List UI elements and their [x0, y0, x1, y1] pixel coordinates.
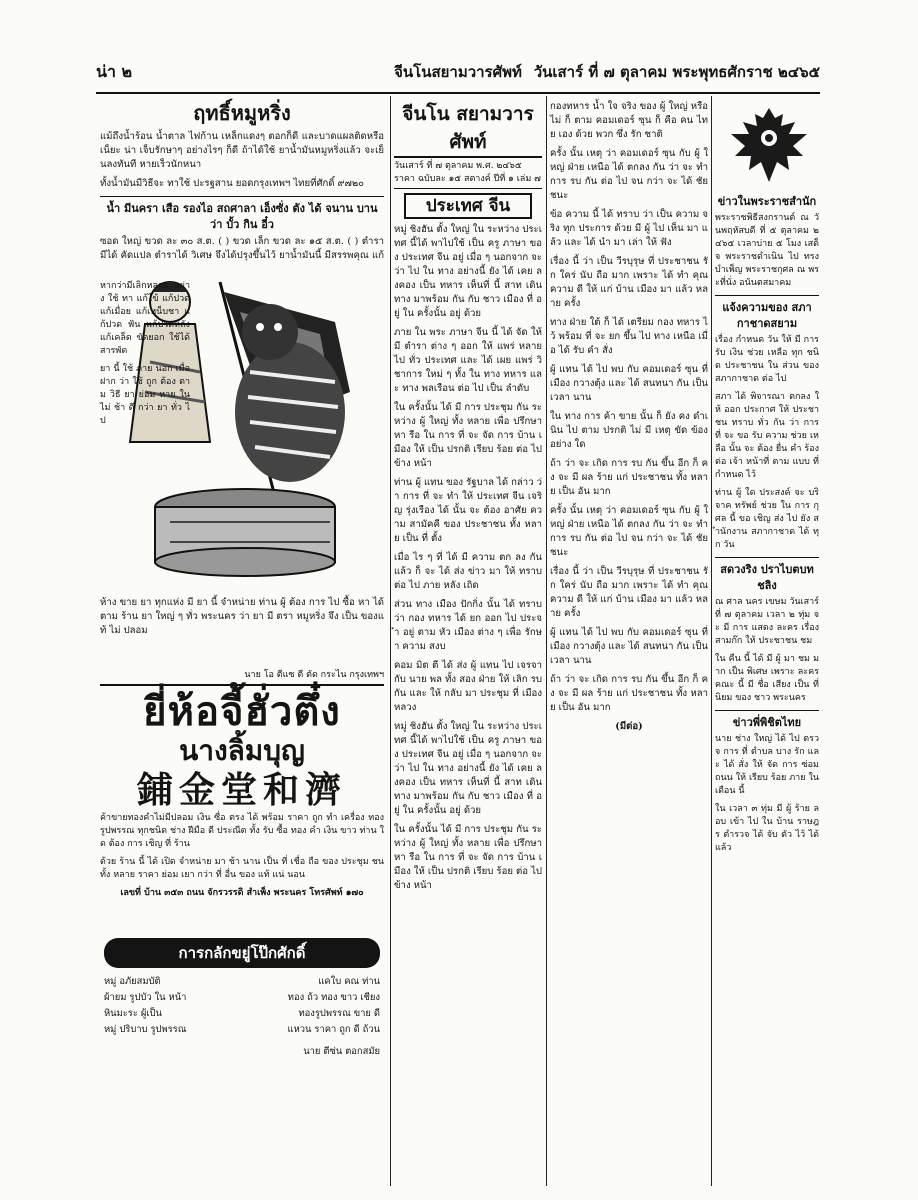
article-paragraph: ซอด ใหญ่ ขวด ละ ๓๐ ส.ต. ( ) ขวด เล็ก ขวด ละ ๑๕ ส.ต. ( ) ตำรา มีได้ คัดแปล ตำราได้ วิเศษ จึงได้ปรุงขึ้นไว้ ยาน้ำมันนี้ มีสรรพคุณ แก้ [100, 236, 384, 261]
banner-label: การกลักขยู่โป๊กศักดิ์ [104, 938, 380, 968]
article-caption: นาย โอ ตีแซ ตี ตัด กระไน กรุงเทพฯ [244, 670, 384, 680]
garuda-emblem-icon [727, 104, 811, 186]
divider [715, 710, 819, 711]
list-item: หมู่ อภัยสมบัติ แคใบ คณ ท่าน [104, 976, 380, 987]
article-paragraph: ใน ครั้งนั้น ได้ มี การ ประชุม กัน ระหว่าง ผู้ ใหญ่ ทั้ง หลาย เพื่อ ปรึกษา หา รือ ใน การ ที่ จะ จัด การ บ้าน เมือง ให้ เป็น ปรกติ เรียบ ร้อย ต่อ ไป ข้าง หน้า [394, 824, 542, 891]
article-caption-wrap [200, 662, 384, 678]
article-paragraph: ยา นี้ ใช้ ภาย นอก เมื่อ ฝาก ว่า ใช้ ถูก ต้อง ตาม วิธี ยา ย่อม หาย ใน ไม่ ช้า ดี กว่า ยา ทั่ว ไป [100, 364, 190, 426]
header-rule [96, 92, 820, 94]
article-paragraph: นาย ช่าง ใหญ่ ได้ ไป ตรวจ การ ที่ ตำบล บาง รัก และ ได้ สั่ง ให้ จัด การ ซ่อม ถนน ให้ เรียบ ร้อย ภาย ใน เดือน นี้ [715, 734, 819, 796]
article-moo-ring [100, 100, 384, 260]
column-divider-2 [546, 96, 547, 1186]
column-divider-3 [711, 96, 712, 1186]
paper-name: จีนโนสยามวารศัพท์ [394, 63, 522, 81]
article-paragraph: หากว่ามีเลิกหลาย อย่าง ใช้ ทา แก้ไข้ แก้ปวด แก้เมื่อย แก้เหน็บชา แก้ปวด ฟัน แก้ปวดหลัง แก้เคล็ด ขัดยอก ใช้ได้ สารพัด [100, 281, 190, 356]
column-divider-1 [390, 96, 391, 1186]
ad-chinese-name: 鋪金堂和濟 [136, 769, 347, 811]
article-paragraph: ส่วน ทาง เมือง ปักกิ่ง นั้น ได้ ทราบ ว่า กอง ทหาร ได้ ยก ออก ไป ประจำ อยู่ ตาม หัว เมือง ต่าง ๆ เพื่อ รักษา ความ สงบ [394, 599, 542, 652]
article-paragraph: ท่าน ผู้ ใด ประสงค์ จะ บริจาค ทรัพย์ ช่วย ใน การ กุศล นี้ ขอ เชิญ ส่ง ไป ยัง สำนักงาน สภากาชาด ได้ ทุก วัน [715, 488, 819, 550]
dateline: วันเสาร์ ที่ ๗ ตุลาคม พ.ศ. ๒๔๖๕ ราคา ฉบับละ ๑๕ สตางค์ ปีที่ ๑ เล่ม ๗ [394, 158, 542, 189]
article-paragraph: หมู่ ชิงฮัน ตั้ง ใหญ่ ใน ระหว่าง ประเทศ นี้ได้ พาไปใช้ เป็น ครู ภาษา ของ ประเทศ จีน อยู่ เมื่อ ๆ นอกจาก จะ ว่า ไป ใน ทาง อย่างนี้ ยัง ได้ เคย ลงคอง เป็น ทหาร เห็นที่ นี้ สาท เดิน ทาง มาพร้อม กัน กับ ชาว เมือง ที่ อยู่ ใน ครั้งนั้น อยู่ ด้วย [394, 224, 542, 319]
article-paragraph: ใน ทาง การ ค้า ขาย นั้น ก็ ยัง คง ดำเนิน ไป ตาม ปรกติ ไม่ มี เหตุ ขัด ข้อง อย่าง ใด [550, 411, 708, 450]
list-item: หมู่ ปริบาบ รูปพรรณ แหวน ราคา ถูก ดี ถ้วน [104, 1024, 380, 1035]
column-4 [715, 190, 819, 1180]
continued-note: (มีต่อ) [615, 721, 643, 732]
ad-owner-name: นางลิ้มบุญ [179, 734, 305, 767]
gold-shop-advertisement [100, 690, 384, 926]
header-date: วันเสาร์ ที่ ๗ ตุลาคม พระพุทธศักราช ๒๔๖๕ [533, 63, 820, 81]
article-paragraph: กองทหาร น้ำ ใจ จริง ของ ผู้ ใหญ่ หรือ ไม่ ก็ ตาม คอมเดอร์ ซุน ก็ คือ คน ไทย เอง ด้วย พวก ซึ่ง รัก ชาติ [550, 101, 708, 140]
article-paragraph: ผู้ แทน ได้ ไป พบ กับ คอมเดอร์ ซุน ที่ เมือง กวางตุ้ง และ ได้ สนทนา กัน เป็น เวลา นาน [550, 364, 708, 403]
banner-wrap [100, 932, 384, 972]
news-title-theatre: สดวงริง ปราไบตบทชลิง [720, 563, 814, 592]
article-paragraph: ทั้งน้ำมันมีวิธีจะ ทาใช้ ปะรฐสาน ยอดกรุงเทพฯ ไทยที่ศักดิ์ ๙๗๒๐ [100, 178, 365, 189]
section-title: ประเทศ จีน [404, 193, 532, 219]
list-footer: นาย ตีซ่น ตอกสมัย [303, 1046, 380, 1057]
ad-paragraph: ค้าขายทองคำไม่มีปลอม เงิน ซื่อ ตรง ได้ พร้อม ราคา ถูก ทำ เครื่อง ทอง รูปพรรณ ทุกชนิด ช่าง ฝีมือ ดี ประณีต ทั้ง รับ ซื้อ ทอง คำ เงิน ขาว ท่าน ใด ต้อง การ เชิญ ที่ ร้าน [100, 813, 384, 849]
article-side-text [100, 280, 190, 530]
article-paragraph: ถ้า ว่า จะ เกิด การ รบ กัน ขึ้น อีก ก็ คง จะ มี ผล ร้าย แก่ ประชาชน ทั้ง หลาย เป็น อัน มาก [550, 458, 708, 497]
article-paragraph: ณ ศาล นคร เขษม วันเสาร์ ที่ ๗ ตุลาคม เวลา ๒ ทุ่ม จะ มี การ แสดง ละคร เรื่อง สามก๊ก ให้ ประชาชน ชม [715, 597, 819, 646]
page-number: น่า ๒ [96, 62, 133, 81]
news-title-local: ข่าวพี่พิชิตไทย [732, 716, 802, 729]
article-paragraph: เมื่อ ไร ๆ ที่ ได้ มี ความ ตก ลง กัน แล้ว ก็ จะ ได้ ส่ง ข่าว มา ให้ ทราบ ต่อ ไป ภาย หลัง เถิด [394, 552, 542, 591]
article-paragraph: ถ้า ว่า จะ เกิด การ รบ กัน ขึ้น อีก ก็ คง จะ มี ผล ร้าย แก่ ประชาชน ทั้ง หลาย เป็น อัน มาก [550, 674, 708, 713]
divider [715, 295, 819, 296]
article-paragraph: ห้าง ขาย ยา ทุกแห่ง มี ยา นี้ จำหน่าย ท่าน ผู้ ต้อง การ ไป ซื้อ หา ได้ ตาม ร้าน ยา ใหญ่ ๆ ทั่ว พระนคร ว่า ยา มี ตรา หมูหริ่ง จึง เป็น ของแท้ ไม่ ปลอม [100, 597, 384, 636]
article-paragraph: คอม มิต ตี ได้ ส่ง ผู้ แทน ไป เจรจา กับ นาย พล ทั้ง สอง ฝ่าย ให้ เลิก รบ กัน และ ให้ กลับ มา ประชุม ที่ เมือง หลวง [394, 660, 542, 713]
article-paragraph: เรื่อง นี้ ว่า เป็น วีรบุรุษ ที่ ประชาชน รัก ใคร่ นับ ถือ มาก เพราะ ได้ ทำ คุณ ความ ดี ให้ แก่ บ้าน เมือง มา แล้ว หลาย ครั้ง [550, 256, 708, 309]
article-paragraph: หมู่ ชิงฮัน ตั้ง ใหญ่ ใน ระหว่าง ประเทศ นี้ได้ พาไปใช้ เป็น ครู ภาษา ของ ประเทศ จีน อยู่ เมื่อ ๆ นอกจาก จะ ว่า ไป ใน ทาง อย่างนี้ ยัง ได้ เคย ลงคอง เป็น ทหาร เห็นที่ นี้ สาท เดิน ทาง มาพร้อม กัน กับ ชาว เมือง ที่ อยู่ ใน ครั้งนั้น อยู่ ด้วย [394, 721, 542, 816]
divider [100, 196, 384, 197]
article-paragraph: ใน เวลา ๓ ทุ่ม มี ผู้ ร้าย ลอบ เข้า ไป ใน บ้าน ราษฎร ตำรวจ ได้ จับ ตัว ไว้ ได้ แล้ว [715, 804, 819, 853]
article-subhead: น้ำ มีนครา เสือ รองไอ สถศาลา เอ็งซั่ง ตัง ได้ จนาน บาน ว่า บั้ว กิน อี๋ว [106, 202, 378, 231]
article-paragraph: ท่าน ผู้ แทน ของ รัฐบาล ได้ กล่าว ว่า การ ที่ จะ ทำ ให้ ประเทศ จีน เจริญ รุ่งเรือง ได้ นั้น จะ ต้อง อาศัย ความ สามัคคี ของ ประชาชน ทั้ง หลาย เป็น ที่ ตั้ง [394, 477, 543, 544]
divider [715, 557, 819, 558]
article-paragraph: เรื่อง นี้ ว่า เป็น วีรบุรุษ ที่ ประชาชน รัก ใคร่ นับ ถือ มาก เพราะ ได้ ทำ คุณ ความ ดี ให้ แก่ บ้าน เมือง มา แล้ว หลาย ครั้ง [550, 566, 708, 619]
ad-rule [100, 684, 384, 686]
ad-address: เลขที่ บ้าน ๓๕๓ ถนน จักรวรรดิ สำเพ็ง พระนคร โทรศัพท์ ๑๗๐ [120, 888, 364, 898]
list-item: หินมะระ ผู้เป็น ทองรูปพรรณ ขาย ดี [104, 1008, 380, 1019]
article-title: ฤทธิ์หมูหริ่ง [193, 101, 291, 125]
article-paragraph: ข้อ ความ นี้ ได้ ทราบ ว่า เป็น ความ จริง ทุก ประการ ด้วย มี ผู้ ไป เห็น มา แล้ว และ ได้ นำ มา เล่า ให้ ฟัง [550, 209, 708, 248]
article-paragraph: สภา ได้ พิจารณา ตกลง ให้ ออก ประกาศ ให้ ประชาชน ทราบ ทั่ว กัน ว่า การ ที่ จะ ขอ รับ ความ ช่วย เหลือ นั้น จะ ต้อง ยื่น คำ ร้อง ต่อ เจ้า หน้าที่ ตาม แบบ ที่ กำหนด ไว้ [715, 392, 819, 480]
article-paragraph: ครั้ง นั้น เหตุ ว่า คอมเดอร์ ซุน กับ ผู้ ใหญ่ ฝ่าย เหนือ ได้ ตกลง กัน ว่า จะ ทำ การ รบ กัน ต่อ ไป จน กว่า จะ ได้ ชัย ชนะ [550, 148, 708, 201]
article-paragraph: เรื่อง กำหนด วัน ให้ มี การ รับ เงิน ช่วย เหลือ ทุก ชนิด ประชาชน ใน ส่วน ของ สภากาชาด ต่อ ไป [715, 335, 819, 384]
article-paragraph: พระราชพิธีสงกรานต์ ณ วันพฤหัสบดี ที่ ๕ ตุลาคม ๒๔๖๕ เวลาบ่าย ๕ โมง เสด็จ พระราชดำเนิน ไป ทรง บำเพ็ญ พระราชกุศล ณ พระที่นั่ง อนันตสมาคม [715, 213, 819, 288]
article-paragraph: ภาย ใน พระ ภาษา จีน นี้ ได้ จัด ให้ มี ตำรา ต่าง ๆ ออก ให้ แพร่ หลาย ไป ทั่ว ประเทศ และ ได้ เผย แพร่ วิชาการ ใหม่ ๆ ทั้ง ใน ทาง ทหาร และ ทาง พลเรือน ต่อ ไป เป็น ลำดับ [394, 327, 542, 394]
ad-shop-brand: ยี่ห้อจี้ฮั่วตึ๋ง [143, 688, 341, 735]
news-title-royal: ข่าวในพระราชสำนัก [717, 195, 817, 208]
list-item: ผ้ายม รูปบัว ใน หน้า ทอง ถ้ว ทอง ขาว เชียง [104, 992, 380, 1003]
article-paragraph: ทาง ฝ่าย ใต้ ก็ ได้ เตรียม กอง ทหาร ไว้ พร้อม ที่ จะ ยก ขึ้น ไป ทาง เหนือ เมื่อ ได้ รับ คำ สั่ง [550, 317, 708, 356]
ad-paragraph: ด้วย ร้าน นี้ ได้ เปิด จำหน่าย มา ช้า นาน เป็น ที่ เชื่อ ถือ ของ ประชุม ชน ทั้ง หลาย ราคา ย่อม เยา กว่า ที่ อื่น ของ แท้ แน่ นอน [100, 857, 384, 880]
article-bottom-text [100, 596, 384, 658]
masthead: จีนโน สยามวารศัพท์ [394, 100, 542, 158]
column-2 [394, 100, 542, 1180]
article-paragraph: ผู้ แทน ได้ ไป พบ กับ คอมเดอร์ ซุน ที่ เมือง กวางตุ้ง และ ได้ สนทนา กัน เป็น เวลา นาน [550, 627, 708, 666]
product-list [104, 974, 380, 1124]
page-header [96, 54, 820, 88]
article-paragraph: ใน ครั้งนั้น ได้ มี การ ประชุม กัน ระหว่าง ผู้ ใหญ่ ทั้ง หลาย เพื่อ ปรึกษา หา รือ ใน การ ที่ จะ จัด การ บ้าน เมือง ให้ เป็น ปรกติ เรียบ ร้อย ต่อ ไป ข้าง หน้า [394, 402, 542, 469]
column-3 [550, 100, 708, 1180]
article-paragraph: ครั้ง นั้น เหตุ ว่า คอมเดอร์ ซุน กับ ผู้ ใหญ่ ฝ่าย เหนือ ได้ ตกลง กัน ว่า จะ ทำ การ รบ กัน ต่อ ไป จน กว่า จะ ได้ ชัย ชนะ [550, 505, 708, 558]
article-paragraph: แม้ถึงน้ำร้อน น้ำตาล ไฟก้าน เหล็กแดงๆ ตอกก็ดี และบาดแผลติดหรือ เน็ยะ น่า เจ็บรักษาๆ อย่างไรๆ ก็ดี ถ้าได้ใช้ ยาน้ำมันหมูหริ่งแล้ว จะเย็นลงทันที หายเร็วนักหนา [100, 131, 384, 170]
news-title-red-cross: แจ้งความของ สภากาชาดสยาม [722, 301, 812, 330]
article-paragraph: ใน คืน นี้ ได้ มี ผู้ มา ชม มาก เป็น พิเศษ เพราะ ละคร คณะ นี้ มี ชื่อ เสียง เป็น ที่ นิยม ของ ชาว พระนคร [715, 654, 819, 703]
